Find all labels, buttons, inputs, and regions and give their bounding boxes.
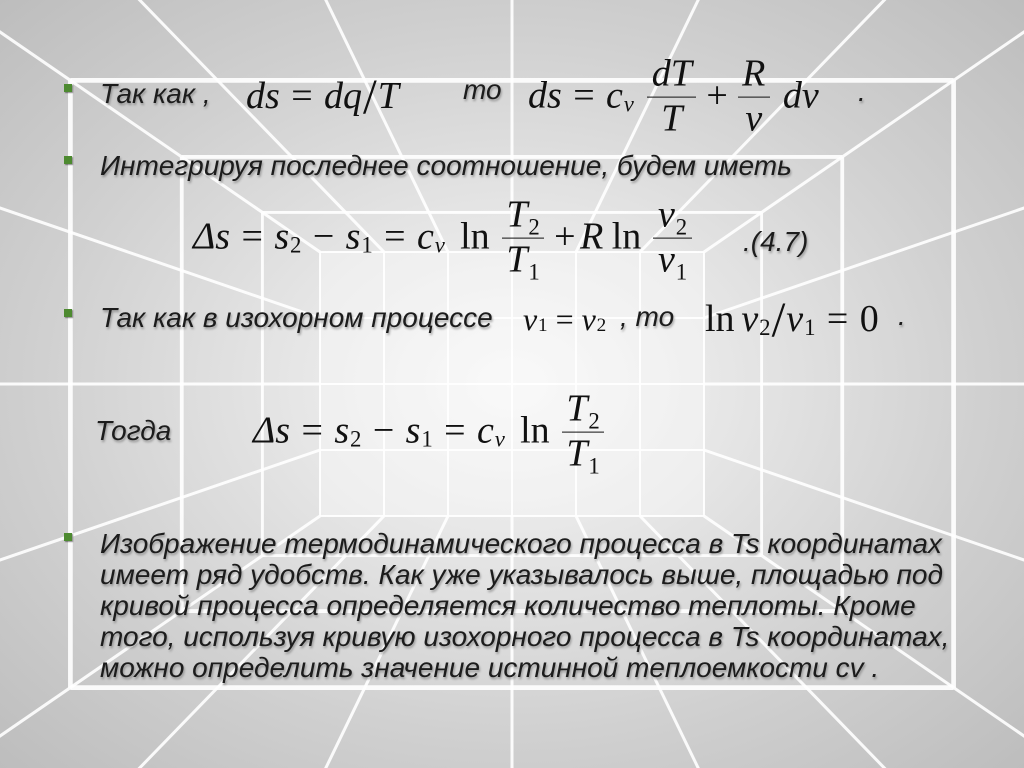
eq-minus: −: [372, 410, 395, 453]
eq-s1-base: s: [345, 216, 361, 259]
eq-equals: =: [573, 75, 595, 118]
eq-T-base: T: [506, 238, 528, 281]
eq-cv-subscript: v: [623, 92, 634, 117]
eq-T1-subscript: 1: [528, 259, 540, 285]
bullet-marker: [64, 533, 72, 541]
equation-isochoric-entropy: [253, 387, 610, 479]
eq-denominator: T: [377, 75, 399, 118]
fraction-v2-over-v1: [653, 193, 691, 285]
eq-v-base: v: [657, 238, 675, 281]
fraction-dT-over-T: [647, 52, 696, 140]
bullet-marker: [64, 84, 72, 92]
eq-v-base: v: [741, 298, 759, 341]
eq-plus: +: [554, 216, 576, 259]
eq-ln: ln: [520, 410, 550, 453]
bullet3-period: .: [898, 300, 906, 331]
fraction-denominator: [562, 432, 605, 479]
bullet4-paragraph: [100, 528, 949, 683]
eq-v-base: v: [523, 301, 538, 338]
paragraph-line: можно определить значение истинной теплоемкости cv .: [100, 652, 880, 683]
eq-slash: /: [363, 69, 377, 125]
eq-lhs: ds: [528, 75, 562, 118]
eq-T-base: T: [566, 432, 588, 475]
eq-v1-subscript: 1: [675, 259, 688, 285]
fraction-numerator: [562, 387, 605, 434]
eq-equals: =: [555, 301, 574, 338]
eq-s2-base: s: [274, 216, 290, 259]
bullet1-lead-text: Так как ,: [100, 78, 211, 109]
bullet1-period: .: [858, 76, 866, 107]
eq-v1-subscript: 1: [537, 315, 548, 337]
eq-v-base: v: [581, 301, 596, 338]
eq-slash: /: [771, 292, 786, 348]
eq-numerator: dq: [324, 75, 363, 118]
eq-plus: +: [706, 75, 728, 118]
eq-T2-subscript: 2: [528, 214, 540, 240]
eq-T-base: T: [506, 193, 528, 236]
fraction-numerator: R: [738, 55, 770, 98]
eq-s1-base: s: [405, 410, 421, 453]
paragraph-line: кривой процесса определяется количество теплоты. Кроме: [100, 590, 916, 621]
fraction-T2-over-T1: [562, 387, 605, 479]
bullet3-conjunction: , то: [620, 301, 675, 332]
bullet-marker: [64, 309, 72, 317]
equation-v1-equals-v2: [523, 303, 606, 337]
eq-cv-subscript: v: [434, 233, 445, 258]
eq-dv: dv: [782, 75, 819, 118]
eq-ln: ln: [611, 216, 642, 259]
eq-s2-base: s: [334, 410, 350, 453]
equation-number-label: .(4.7): [743, 226, 809, 257]
eq-v1-subscript: 1: [804, 315, 816, 341]
eq-equals: =: [384, 216, 406, 259]
then-label: Тогда: [95, 415, 172, 446]
eq-v2-subscript: 2: [596, 315, 607, 337]
equation-ln-ratio-zero: [705, 292, 879, 348]
fraction-denominator: [502, 238, 545, 285]
eq-v-base: v: [786, 298, 804, 341]
bullet1-conjunction: то: [463, 74, 502, 105]
eq-zero: 0: [859, 298, 879, 341]
eq-T1-subscript: 1: [588, 453, 600, 479]
eq-ln: ln: [705, 298, 735, 341]
fraction-denominator: v: [745, 97, 763, 140]
eq-R: R: [580, 216, 604, 259]
eq-equals: =: [291, 75, 313, 118]
fraction-denominator: T: [661, 97, 683, 140]
eq-cv-subscript: v: [494, 427, 505, 452]
eq-T2-subscript: 2: [588, 408, 600, 434]
eq-v2-subscript: 2: [675, 214, 688, 240]
eq-v2-subscript: 2: [759, 315, 771, 341]
fraction-denominator: [653, 238, 691, 285]
eq-equals: =: [444, 410, 466, 453]
paragraph-line: того, используя кривую изохорного процесса в Ts координатах,: [100, 621, 950, 652]
bullet3-lead-text: Так как в изохорном процессе: [100, 302, 493, 333]
eq-delta-s: Δs: [253, 410, 291, 453]
eq-cv-base: c: [416, 216, 434, 259]
bullet2-text: Интегрируя последнее соотношение, будем иметь: [100, 150, 792, 181]
eq-cv-base: c: [606, 75, 623, 118]
eq-lhs: ds: [246, 75, 280, 118]
fraction-numerator: [653, 193, 691, 240]
equation-4-7: [193, 193, 697, 285]
eq-minus: −: [312, 216, 335, 259]
eq-equals: =: [301, 410, 323, 453]
eq-equals: =: [241, 216, 263, 259]
fraction-numerator: dT: [647, 55, 696, 98]
eq-s2-subscript: 2: [350, 427, 362, 452]
eq-equals: =: [826, 298, 849, 341]
paragraph-line: Изображение термодинамического процесса в Ts координатах: [100, 528, 942, 559]
equation-ds-dq-over-T: [246, 69, 399, 125]
eq-cv-base: c: [476, 410, 494, 453]
eq-s1-subscript: 1: [361, 233, 373, 258]
eq-T-base: T: [566, 387, 588, 430]
equation-ds-expanded: [528, 52, 819, 140]
bullet-marker: [64, 156, 72, 164]
eq-s1-subscript: 1: [421, 427, 433, 452]
paragraph-line: имеет ряд удобств. Как уже указывалось выше, площадью под: [100, 559, 943, 590]
eq-delta-s: Δs: [193, 216, 231, 259]
fraction-numerator: [502, 193, 545, 240]
eq-v-base: v: [657, 193, 675, 236]
fraction-T2-over-T1: [502, 193, 545, 285]
eq-ln: ln: [460, 216, 490, 259]
fraction-R-over-v: [738, 52, 770, 140]
eq-s2-subscript: 2: [290, 233, 302, 258]
